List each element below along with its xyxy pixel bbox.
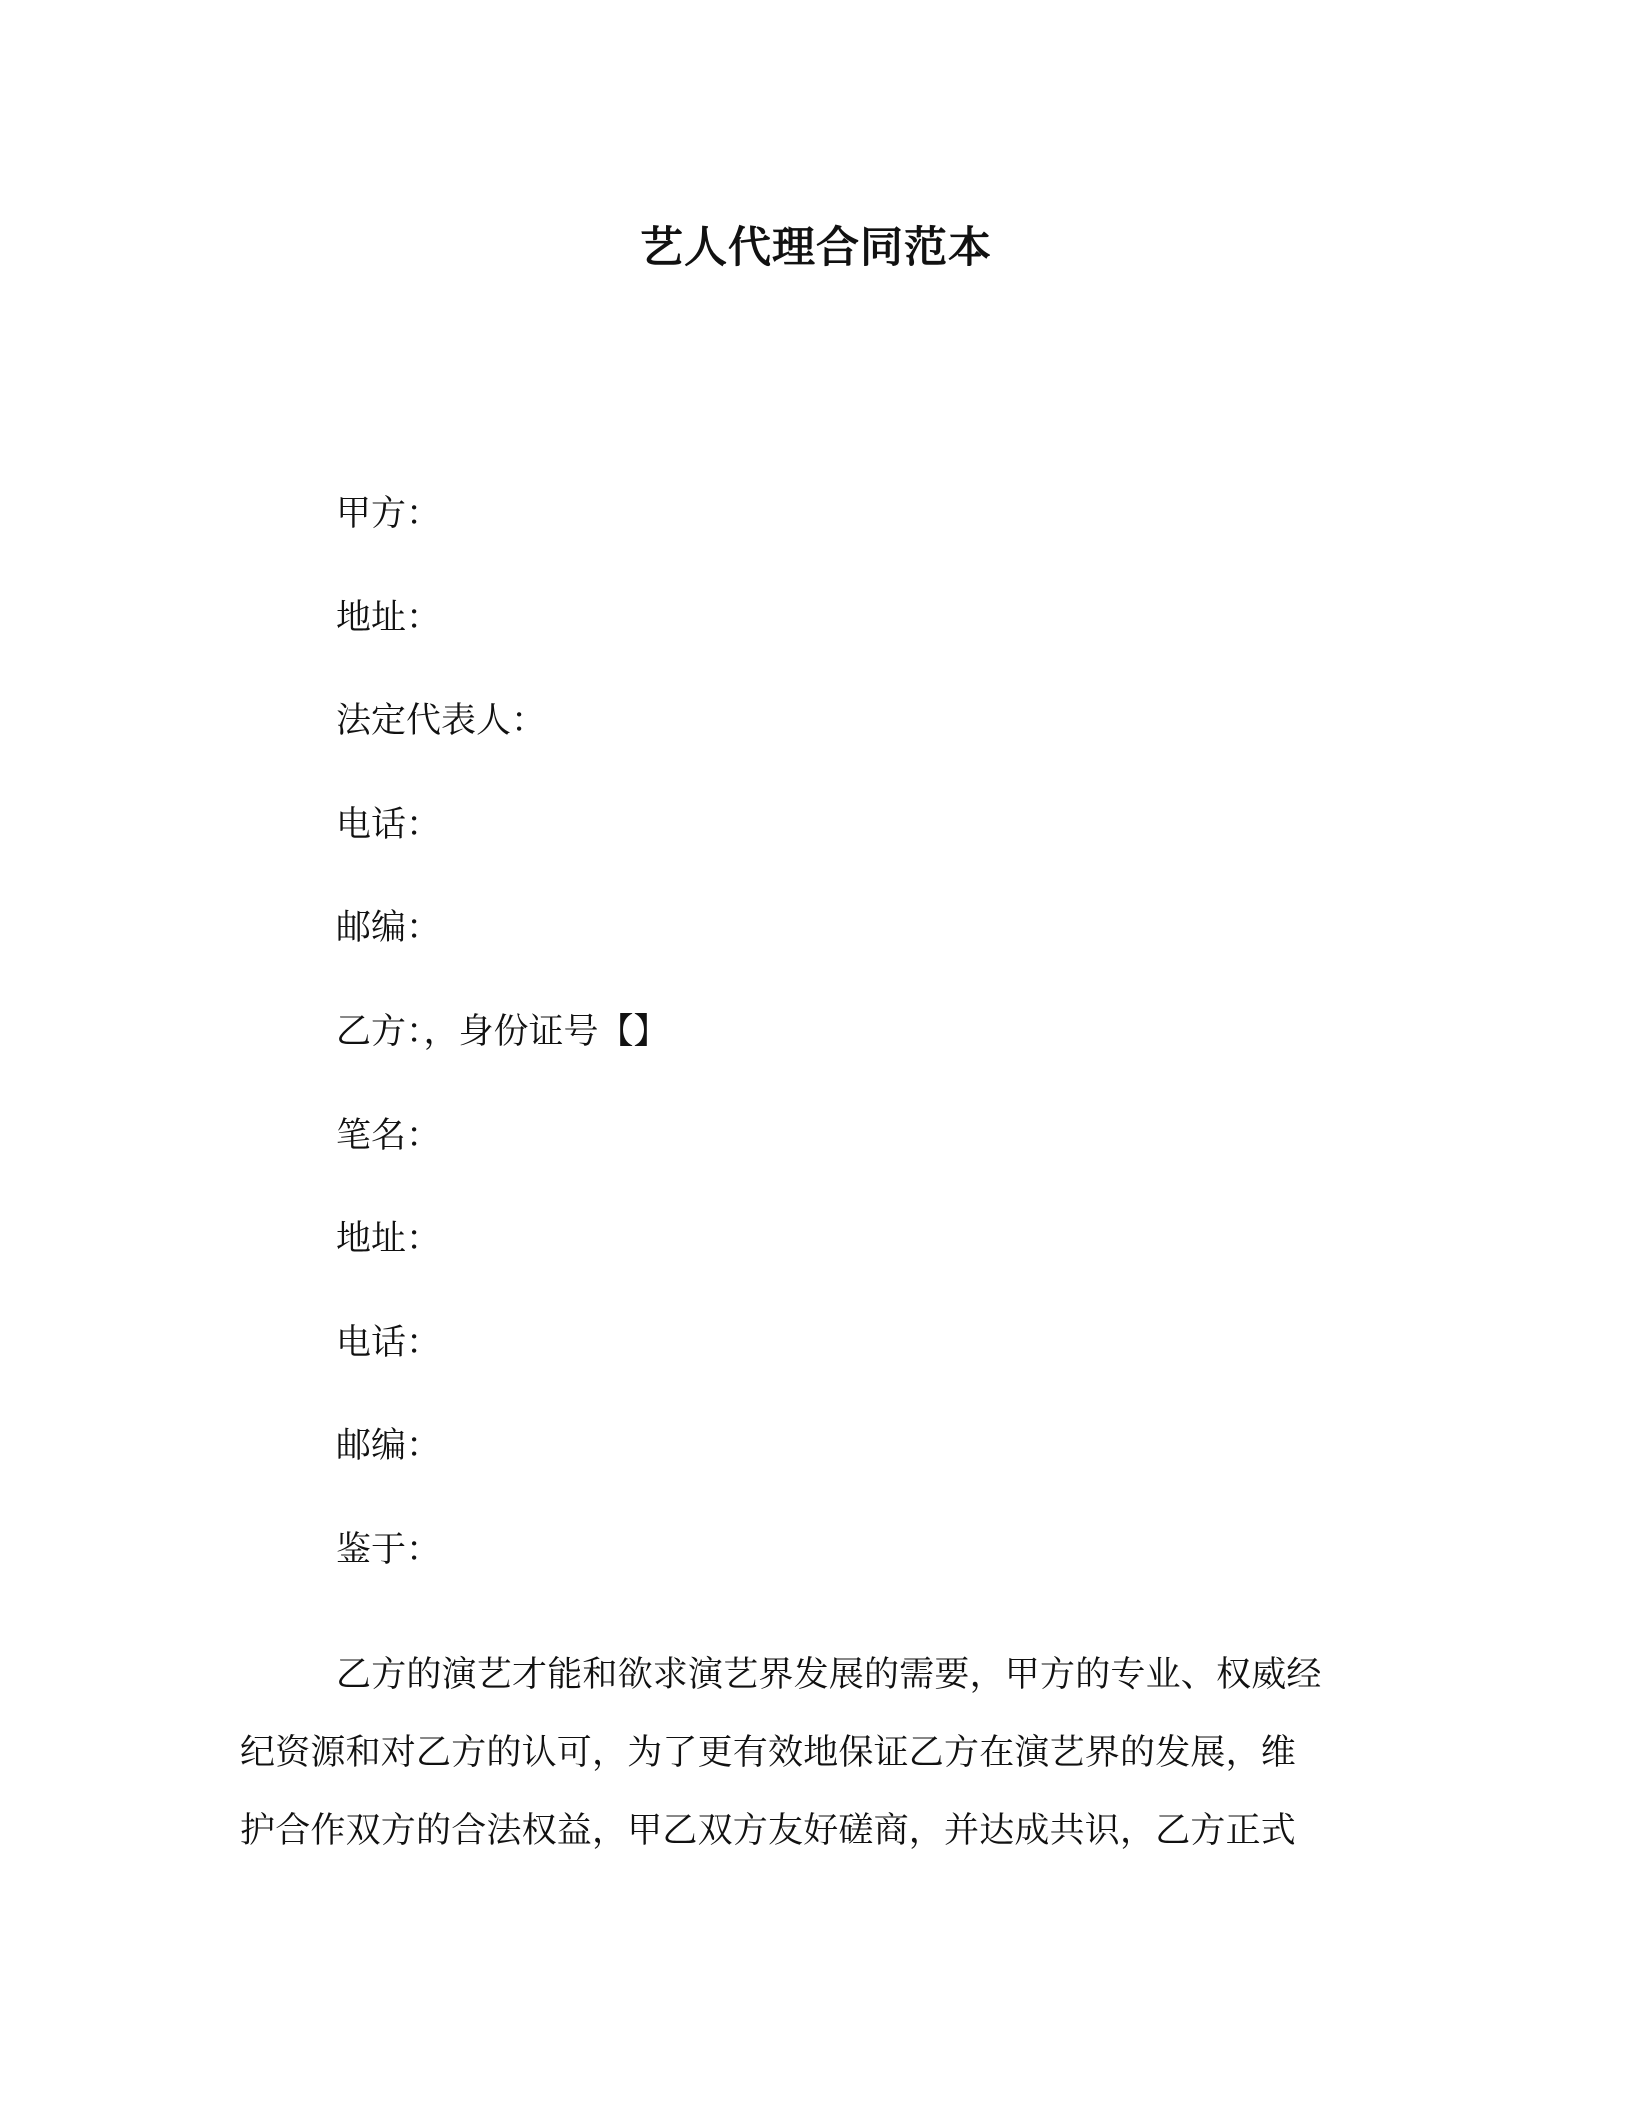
field-party-b-phone: 电话： <box>336 1322 442 1363</box>
field-party-a-phone: 电话： <box>336 804 442 845</box>
paragraph-line: 护合作双方的合法权益，甲乙双方友好磋商，并达成共识，乙方正式 <box>240 1811 1297 1851</box>
field-party-a: 甲方： <box>336 494 442 534</box>
field-party-a-address: 地址： <box>336 597 442 638</box>
field-whereas: 鉴于： <box>336 1529 442 1570</box>
field-legal-representative: 法定代表人： <box>336 701 547 742</box>
party-fields <box>336 490 1436 1630</box>
paragraph-line: 乙方的演艺才能和欲求演艺界发展的需要，甲方的专业、权威经 <box>336 1655 1322 1695</box>
body-paragraph <box>240 1636 1380 1870</box>
field-party-b-postcode: 邮编： <box>336 1426 442 1467</box>
document-title: 艺人代理合同范本 <box>640 223 992 273</box>
field-party-a-postcode: 邮编： <box>336 908 442 949</box>
paragraph-line: 纪资源和对乙方的认可，为了更有效地保证乙方在演艺界的发展，维 <box>240 1733 1297 1773</box>
field-party-b-address: 地址： <box>336 1219 442 1260</box>
field-party-b-id: 乙方：，身份证号【】 <box>336 1011 669 1052</box>
field-pen-name: 笔名： <box>336 1115 442 1156</box>
